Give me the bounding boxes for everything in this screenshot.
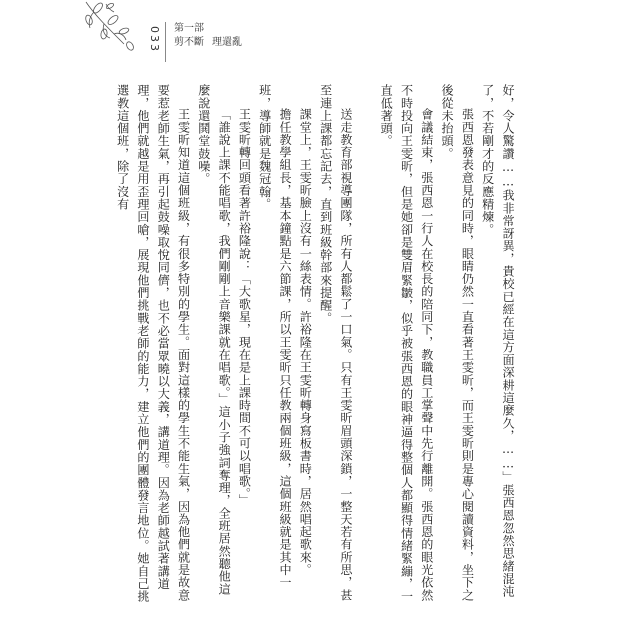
chapter-subtitle-part: 剪不斷 (174, 37, 204, 48)
leafy-branch-icon (80, 0, 144, 52)
paragraph: 張西恩發表意見的同時，眼睛仍然一直看著王雯昕，而王雯昕則是專心閱讀資料，坐下之後從未抬頭。 (440, 84, 475, 602)
paragraph: 課堂上，王雯昕臉上沒有一絲表情。許裕隆在王雯昕轉身寫板書時，居然唱起歌來。 (298, 108, 313, 577)
paragraph: 好，令人驚讚……我非常訝異，貴校已經在這方面深耕這麼久，……」張西恩忽然思緒混沌了，不若剛才的反應精煉。 (480, 84, 515, 598)
header-divider (165, 22, 166, 62)
paragraph: 會議結束，張西恩一行人在校長的陪同下，教職員工掌聲中先行離開。張西恩的眼光依然不時投向王雯昕，但是她卻是雙眉緊皺，似乎被張西恩的眼神逼得整個人都顯得情緒緊繃，一直低著頭。 (379, 84, 434, 603)
paragraph: 王雯昕轉回頭看著許裕隆說：「大歌星，現在是上課時間不可以唱歌。」 (237, 108, 252, 507)
paragraph: 送走教育部視導團隊，所有人都鬆了一口氣。只有王雯昕眉頭深鎖，一整天若有所思，甚至連上課都忘記去，直到班級幹部來提醒。 (318, 84, 353, 602)
chapter-label: 第一部 (174, 23, 204, 34)
chapter-subtitle-part: 理還亂 (212, 37, 242, 48)
paragraph: 擔任教學組長，基本鐘點是六節課，所以王雯昕只任教兩個班級，這個班級就是其中一班，導師就是魏冠翰。 (257, 84, 293, 589)
body-text (112, 84, 518, 608)
chapter-header (174, 22, 250, 50)
page-number: 033 (148, 26, 161, 53)
paragraph: 「誰說上課不能唱歌，我們剛剛上音樂課就在唱歌。」這小子強詞奪理，全班居然聽他這麼說還鬨堂鼓噪。 (196, 84, 232, 596)
chapter-subtitle (174, 36, 250, 50)
paragraph: 王雯昕知道這個班級，有很多特別的學生。面對這樣的學生不能生氣，因為他們就是故意要惹老師生氣，再引起鼓噪取悅同儕，也不必當眾曉以大義，講道理。因為老師越試著講道理，他們就越是用歪理回嗆，展現他們挑戰老師的能力，建立他們的團體發言地位。她自己挑選教這個班，除了沒有 (115, 84, 191, 603)
